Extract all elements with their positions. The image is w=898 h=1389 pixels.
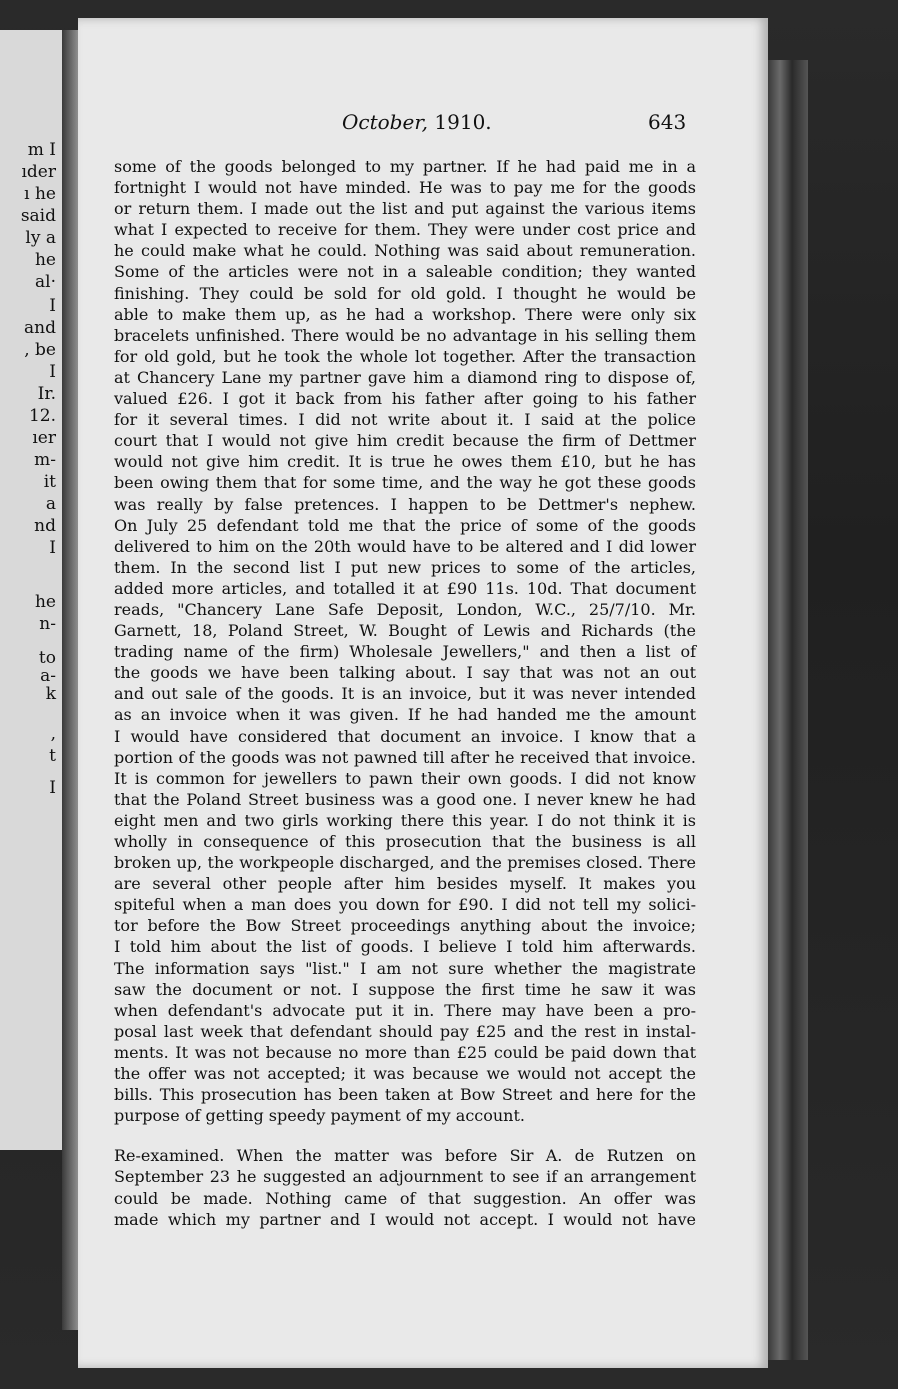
text-line: the offer was not accepted; it was because we would not accept the	[114, 1064, 696, 1084]
header-year: 1910.	[434, 110, 492, 134]
text-line: fortnight I would not have minded. He was to pay me for the goods	[114, 178, 696, 198]
text-line: September 23 he suggested an adjournment to see if an arrangement	[114, 1167, 696, 1187]
text-line: tor before the Bow Street proceedings anything about the invoice;	[114, 916, 696, 936]
facing-page-fragment: I	[49, 296, 56, 316]
facing-page-fragment: I	[49, 778, 56, 798]
facing-page-fragment: said	[20, 206, 56, 226]
book-page	[78, 18, 768, 1368]
text-line: broken up, the workpeople discharged, and the premises closed. There	[114, 853, 696, 873]
facing-page-fragment: I	[49, 538, 56, 558]
facing-page-fragment: n-	[39, 614, 56, 634]
text-line: trading name of the firm) Wholesale Jewellers," and then a list of	[114, 642, 696, 662]
facing-page-fragment: ly a	[25, 228, 56, 248]
text-line: able to make them up, as he had a workshop. There were only six	[114, 304, 696, 324]
text-line: are several other people after him besides myself. It makes you	[114, 874, 696, 894]
facing-page-fragment: m-	[34, 450, 56, 470]
facing-page-fragment: t	[49, 746, 56, 766]
text-line: portion of the goods was not pawned till after he received that invoice.	[114, 747, 696, 767]
text-line: could be made. Nothing came of that suggestion. An offer was	[114, 1188, 696, 1208]
facing-page-fragment: m I	[27, 140, 56, 160]
facing-page-fragment: he	[34, 250, 56, 270]
text-line: the goods we have been talking about. I say that was not an out	[114, 663, 696, 683]
text-line: On July 25 defendant told me that the price of some of the goods	[114, 515, 696, 535]
text-line: them. In the second list I put new prices to some of the articles,	[114, 557, 696, 577]
text-line: The information says "list." I am not sure whether the magistrate	[114, 958, 696, 978]
facing-page-fragment: al·	[35, 272, 56, 292]
facing-page-fragment: I	[49, 362, 56, 382]
text-line: finishing. They could be sold for old gold. I thought he would be	[114, 283, 696, 303]
page-edges	[768, 60, 808, 1360]
text-line: bracelets unfinished. There would be no advantage in his selling them	[114, 325, 696, 345]
facing-page-fragment: , be	[24, 340, 56, 360]
text-line: was really by false pretences. I happen to be Dettmer's nephew.	[114, 494, 696, 514]
facing-page-fragment: ıder	[21, 162, 56, 182]
text-line: when defendant's advocate put it in. There may have been a pro-	[114, 1000, 696, 1020]
text-line: spiteful when a man does you down for £90. I did not tell my solici-	[114, 895, 696, 915]
text-line: Re-examined. When the matter was before Sir A. de Rutzen on	[114, 1146, 696, 1166]
text-line: valued £26. I got it back from his father after going to his father	[114, 389, 696, 409]
facing-page-fragment: ıer	[32, 428, 56, 448]
facing-page-fragment: and	[24, 318, 56, 338]
text-line: or return them. I made out the list and put against the various items	[114, 199, 696, 219]
text-line: that the Poland Street business was a good one. I never knew he had	[114, 789, 696, 809]
facing-page-fragment: a	[45, 494, 56, 514]
text-line: I told him about the list of goods. I believe I told him afterwards.	[114, 937, 696, 957]
text-line: he could make what he could. Nothing was said about remuneration.	[114, 241, 696, 261]
text-line: saw the document or not. I suppose the first time he saw it was	[114, 979, 696, 999]
text-line: Some of the articles were not in a saleable condition; they wanted	[114, 262, 696, 282]
text-line: wholly in consequence of this prosecution that the business is all	[114, 832, 696, 851]
text-line: court that I would not give him credit because the firm of Dettmer	[114, 431, 696, 451]
text-line: at Chancery Lane my partner gave him a diamond ring to dispose of,	[114, 367, 696, 387]
facing-page-fragment: he	[34, 592, 56, 612]
text-line: and out sale of the goods. It is an invoice, but it was never intended	[114, 684, 696, 704]
text-line: what I expected to receive for them. They were under cost price and	[114, 220, 696, 240]
text-line: It is common for jewellers to pawn their own goods. I did not know	[114, 768, 696, 788]
running-header	[78, 110, 768, 140]
text-line: some of the goods belonged to my partner. If he had paid me in a	[114, 157, 696, 176]
text-line: made which my partner and I would not accept. I would not have	[114, 1209, 696, 1229]
facing-page-fragment: it	[43, 472, 56, 492]
text-line: added more articles, and totalled it at £90 11s. 10d. That document	[114, 578, 696, 598]
text-line: delivered to him on the 20th would have to be altered and I did lower	[114, 536, 696, 556]
text-line: purpose of getting speedy payment of my account.	[114, 1106, 525, 1126]
text-line: would not give him credit. It is true he owes them £10, but he has	[114, 452, 696, 472]
page-number: 643	[648, 110, 687, 134]
text-line: for old gold, but he took the whole lot together. After the transaction	[114, 346, 696, 366]
facing-page-fragment: Ir.	[37, 384, 56, 404]
text-line: ments. It was not because no more than £25 could be paid down that	[114, 1042, 696, 1062]
facing-page-fragment: ı he	[24, 184, 56, 204]
text-line: bills. This prosecution has been taken at Bow Street and here for the	[114, 1085, 696, 1105]
facing-page-fragment: 12.	[28, 406, 56, 426]
body-text	[114, 156, 696, 1230]
text-line: Garnett, 18, Poland Street, W. Bought of Lewis and Richards (the	[114, 621, 696, 641]
text-line: been owing them that for some time, and the way he got these goods	[114, 473, 696, 493]
text-line: eight men and two girls working there this year. I do not think it is	[114, 810, 696, 830]
facing-page-fragment: k	[45, 684, 56, 704]
facing-page-fragment: ,	[50, 724, 56, 744]
facing-page-strip	[0, 30, 65, 1150]
header-month: October,	[342, 110, 429, 134]
header-date	[342, 110, 492, 134]
facing-page-fragment: nd	[34, 516, 56, 536]
paragraph-gap	[114, 1126, 696, 1145]
text-line: as an invoice when it was given. If he had handed me the amount	[114, 705, 696, 725]
text-line: for it several times. I did not write about it. I said at the police	[114, 410, 696, 430]
text-line: I would have considered that document an invoice. I know that a	[114, 726, 696, 746]
text-line: reads, "Chancery Lane Safe Deposit, London, W.C., 25/7/10. Mr.	[114, 599, 696, 619]
text-line: posal last week that defendant should pay £25 and the rest in instal-	[114, 1021, 696, 1041]
facing-page-fragment: a-	[40, 666, 56, 686]
facing-page-fragment: to	[38, 648, 56, 668]
